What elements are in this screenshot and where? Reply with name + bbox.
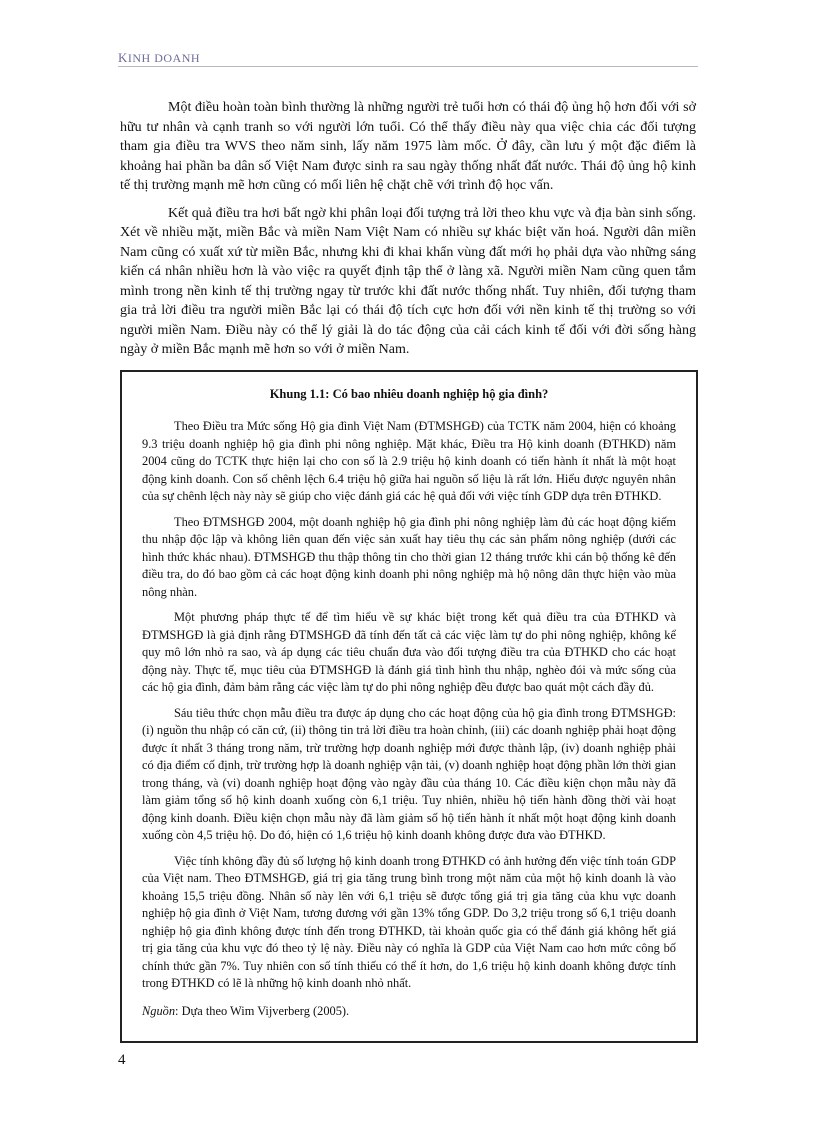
info-box bbox=[120, 370, 698, 1043]
box-paragraph: Một phương pháp thực tế để tìm hiểu về sự khác biệt trong kết quả điều tra của ĐTHKD và ĐTMSHGĐ là giả định rằng ĐTMSHGĐ đã tính đến tất cả các việc làm tự do phi nông nghiệp, không kể quy mô lớn nhỏ ra sao, và áp dụng các tiêu chuẩn đưa vào đối tượng điều tra của ĐTHKD cho các hoạt động này. Thực tế, mục tiêu của ĐTMSHGĐ là đánh giá tình hình thu nhập, nghèo đói và mức sống của các hộ gia đình, đảm bảm rằng các việc làm tự do phi nông nghiệp đều được bao quát một cách đầy đủ. bbox=[142, 610, 676, 694]
box-paragraph: Việc tính không đầy đủ số lượng hộ kinh doanh trong ĐTHKD có ảnh hưởng đến việc tính toán GDP của Việt nam. Theo ĐTMSHGĐ, giá trị gia tăng trung bình trong một năm của một hộ kinh doanh là vào khoảng 15,5 triệu đồng. Nhân số này lên với 6,1 triệu sẽ được tổng giá trị gia tăng của khu vực doanh nghiệp hộ gia đình ở Việt Nam, tương đương với gần 13% tổng GDP. Do 3,2 triệu trong số 6,1 triệu doanh nghiệp hộ gia đình không được tính đến trong ĐTHKD, tài khoản quốc gia có thể đánh giá không hết giá trị gia tăng của khu vực đó theo tỷ lệ này. Điều này có nghĩa là GDP của Việt Nam cao hơn mức công bố chính thức gần 7%. Tuy nhiên con số tính thiếu có thể ít hơn, do 1,6 triệu hộ kinh doanh không được tính trong ĐTHKD có lẽ là những hộ kinh doanh nhỏ nhất. bbox=[142, 853, 676, 990]
running-header bbox=[118, 50, 698, 67]
body-paragraph: Kết quả điều tra hơi bất ngờ khi phân loại đối tượng trả lời theo khu vực và địa bàn sinh sống. Xét về nhiều mặt, miền Bắc và miền Nam Việt Nam có nhiều sự khác biệt văn hoá. Người dân miền Nam cũng có xuất xứ từ miền Bắc, nhưng khi đi khai khẩn vùng đất mới họ phải dựa vào những sáng kiến cá nhân nhiều hơn là vào việc ra quyết định tập thể ở làng xã. Người miền Nam cũng quen tắm mình trong nền kinh tế thị trường ngay từ trước khi đất nước thống nhất. Tuy nhiên, đối tượng tham gia trả lời điều tra người miền Bắc lại có thái độ tích cực hơn đối với nền kinh tế thị trường so với người miền Nam. Điều này có thể lý giải là do tác động của cải cách kinh tế đối với đời sống hàng ngày ở miền Bắc mạnh mẽ hơn so với ở miền Nam. bbox=[120, 205, 696, 357]
box-paragraph: Theo ĐTMSHGĐ 2004, một doanh nghiệp hộ gia đình phi nông nghiệp làm đủ các hoạt động kiếm thu nhập độc lập và không liên quan đến việc sản xuất hay tiêu thụ các sản phẩm nông nghiệp (dưới các hình thức khác nhau). ĐTMSHGĐ thu thập thông tin cho thời gian 12 tháng trước khi cán bộ thống kê đến điều tra, do đó bao gồm cả các hoạt động kinh doanh phi nông nghiệp mà hộ nông dân thực hiện vào mùa nông nhàn. bbox=[142, 514, 676, 599]
page-number: 4 bbox=[118, 1052, 126, 1068]
box-paragraph: Theo Điều tra Mức sống Hộ gia đình Việt Nam (ĐTMSHGĐ) của TCTK năm 2004, hiện có khoảng 9.3 triệu doanh nghiệp hộ gia đình phi nông nghiệp. Mặt khác, Điều tra Hộ kinh doanh (ĐTHKD) năm 2004 cũng do TCTK thực hiện lại cho con số là 2.9 triệu hộ kinh doanh có tiến hành ít nhất là một hoạt động kinh doanh. Con số chênh lệch 6.4 triệu hộ giữa hai nguồn số liệu là rất lớn. Hiểu được nguyên nhân của sự chênh lệch này này sẽ giúp cho việc đánh giá các hệ quả đối với việc tính GDP dựa trên ĐTHKD. bbox=[142, 419, 676, 503]
body-text bbox=[120, 98, 696, 368]
source-text: : Dựa theo Wim Vijverberg (2005). bbox=[175, 1003, 350, 1018]
box-title: Khung 1.1: Có bao nhiêu doanh nghiệp hộ gia đình? bbox=[269, 387, 549, 401]
box-source bbox=[142, 1003, 676, 1021]
body-paragraph: Một điều hoàn toàn bình thường là những người trẻ tuổi hơn có thái độ ủng hộ hơn đối với sở hữu tư nhân và cạnh tranh so với người lớn tuổi. Có thể thấy điều này qua việc chia các đối tượng tham gia điều tra WVS theo năm sinh, lấy năm 1975 làm mốc. Ở đây, cần lưu ý một đặc điểm là khoảng hai phần ba dân số Việt Nam được sinh ra sau ngày thống nhất đất nước. Thái độ ủng hộ kinh tế thị trường mạnh mẽ hơn cũng có mối liên hệ chặt chẽ với trình độ học vấn. bbox=[120, 100, 696, 193]
source-label: Nguồn bbox=[142, 1003, 176, 1018]
box-paragraph: Sáu tiêu thức chọn mẫu điều tra được áp dụng cho các hoạt động của hộ gia đình trong ĐTMSHGĐ: (i) nguồn thu nhập có căn cứ, (ii) thông tin trả lời điều tra hoàn chỉnh, (iii) các doanh nghiệp phải hoạt động được ít nhất 3 tháng trong năm, trừ trường hợp doanh nghiệp mới được thành lập, (iv) doanh nghiệp phải có địa điểm cố định, trừ trường hợp là doanh nghiệp vận tải, (v) doanh nghiệp hoạt động phần lớn thời gian trong tháng, và (vi) doanh nghiệp hoạt động vào ngày đầu của tháng 10. Các điều kiện chọn mẫu này đã làm giảm tổng số hộ kinh doanh xuống còn 6,1 triệu. Tuy nhiên, nhiều hộ tiến hành đồng thời vài hoạt động kinh doanh. Điều kiện chọn mẫu này đã làm giảm số hộ tiến hành ít nhất một hoạt động kinh doanh xuống còn 4,5 triệu hộ. Do đó, hiện có 1,6 triệu hộ kinh doanh không được đưa vào ĐTHKD. bbox=[142, 705, 676, 842]
header-title: KINH DOANH bbox=[118, 50, 201, 65]
